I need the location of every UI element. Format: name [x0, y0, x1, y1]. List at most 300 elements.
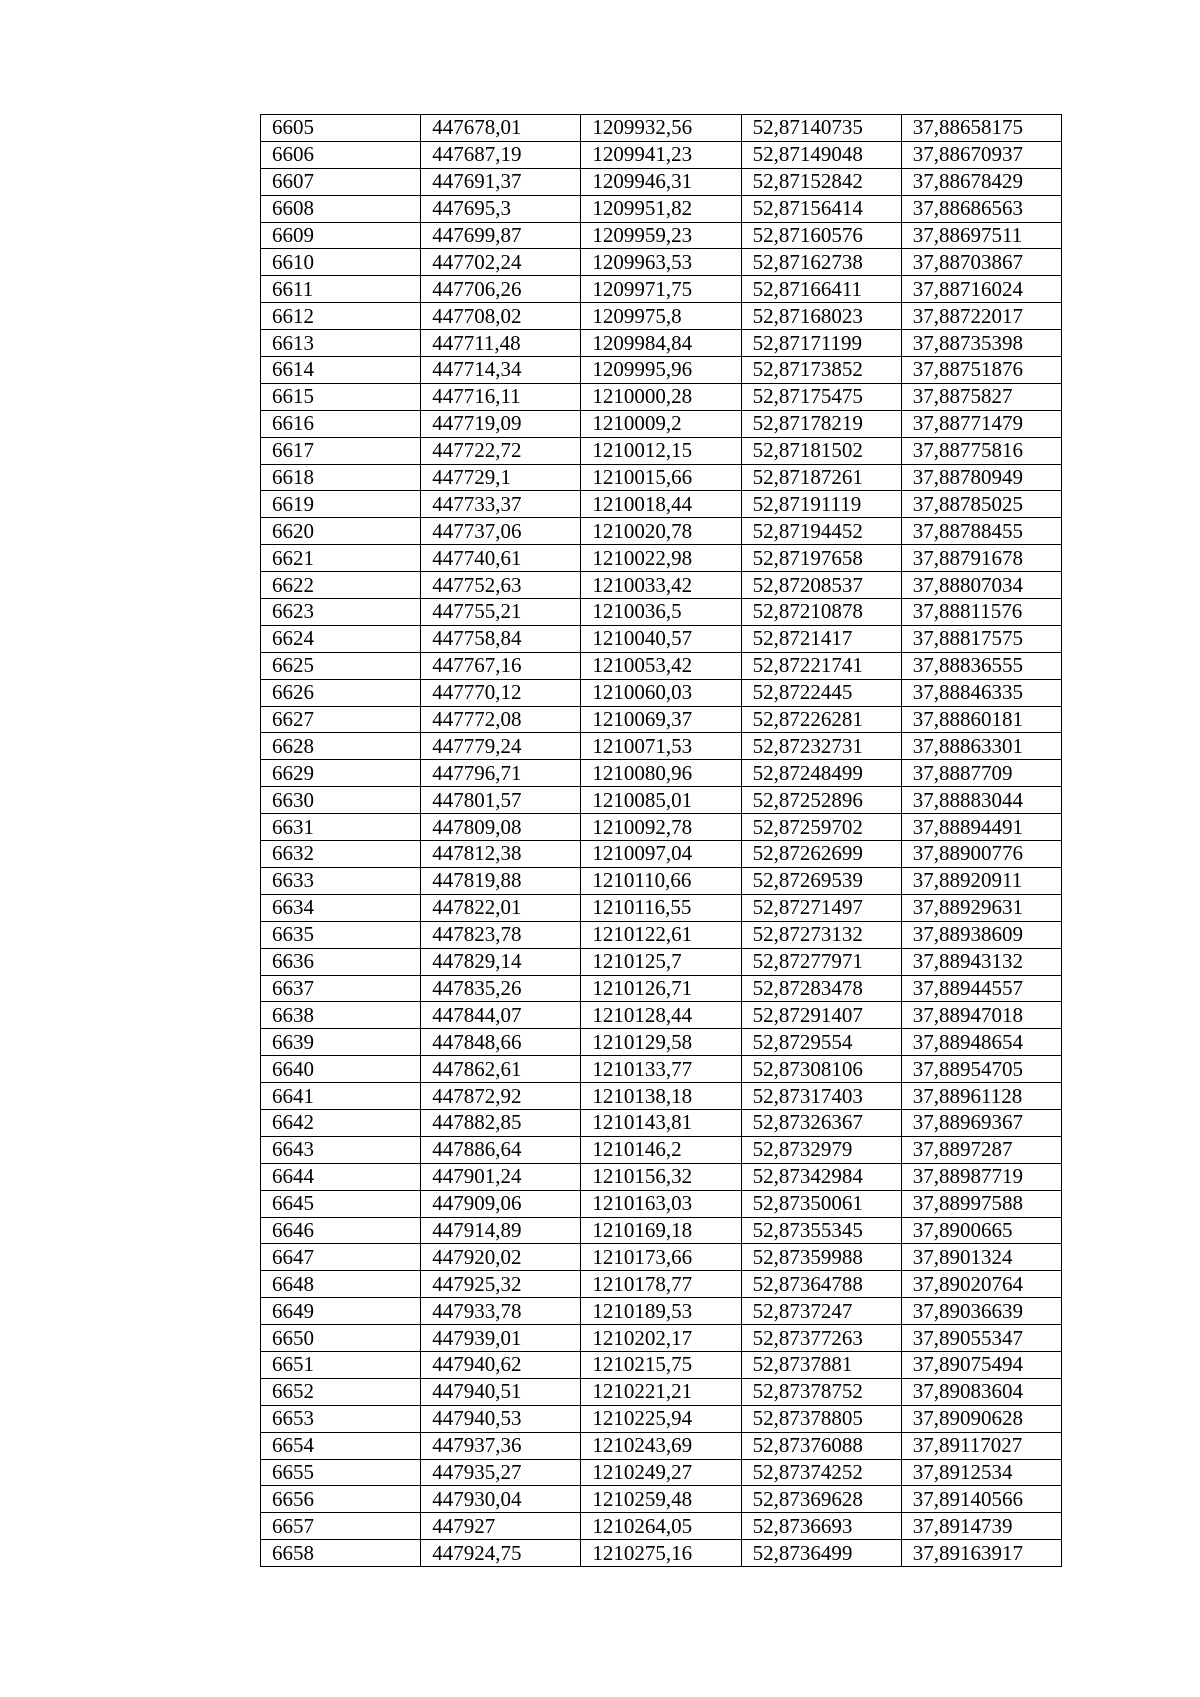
- latitude-cell: 52,87191119: [741, 491, 901, 518]
- latitude-cell: 52,87162738: [741, 249, 901, 276]
- point-number-cell: 6607: [261, 168, 421, 195]
- longitude-cell: 37,89163917: [901, 1540, 1061, 1567]
- x-coordinate-cell: 447733,37: [421, 491, 581, 518]
- table-row: [261, 491, 1062, 518]
- longitude-cell: 37,88788455: [901, 518, 1061, 545]
- x-coordinate-cell: 447708,02: [421, 303, 581, 330]
- table-row: [261, 1459, 1062, 1486]
- table-row: [261, 1540, 1062, 1567]
- point-number-cell: 6640: [261, 1056, 421, 1083]
- x-coordinate-cell: 447740,61: [421, 545, 581, 572]
- longitude-cell: 37,88860181: [901, 706, 1061, 733]
- point-number-cell: 6619: [261, 491, 421, 518]
- latitude-cell: 52,87262699: [741, 841, 901, 868]
- y-coordinate-cell: 1210275,16: [581, 1540, 741, 1567]
- coordinates-table: [260, 114, 1062, 1567]
- table-row: [261, 921, 1062, 948]
- latitude-cell: 52,87197658: [741, 545, 901, 572]
- y-coordinate-cell: 1210169,18: [581, 1217, 741, 1244]
- y-coordinate-cell: 1210036,5: [581, 599, 741, 626]
- x-coordinate-cell: 447823,78: [421, 921, 581, 948]
- x-coordinate-cell: 447716,11: [421, 383, 581, 410]
- x-coordinate-cell: 447920,02: [421, 1244, 581, 1271]
- x-coordinate-cell: 447702,24: [421, 249, 581, 276]
- table-row: [261, 1109, 1062, 1136]
- latitude-cell: 52,87259702: [741, 814, 901, 841]
- point-number-cell: 6617: [261, 437, 421, 464]
- x-coordinate-cell: 447779,24: [421, 733, 581, 760]
- x-coordinate-cell: 447801,57: [421, 787, 581, 814]
- point-number-cell: 6605: [261, 115, 421, 142]
- longitude-cell: 37,88771479: [901, 410, 1061, 437]
- x-coordinate-cell: 447844,07: [421, 1002, 581, 1029]
- y-coordinate-cell: 1210071,53: [581, 733, 741, 760]
- y-coordinate-cell: 1210122,61: [581, 921, 741, 948]
- point-number-cell: 6646: [261, 1217, 421, 1244]
- y-coordinate-cell: 1210092,78: [581, 814, 741, 841]
- longitude-cell: 37,88807034: [901, 572, 1061, 599]
- y-coordinate-cell: 1210129,58: [581, 1029, 741, 1056]
- latitude-cell: 52,87350061: [741, 1190, 901, 1217]
- y-coordinate-cell: 1209959,23: [581, 222, 741, 249]
- x-coordinate-cell: 447691,37: [421, 168, 581, 195]
- longitude-cell: 37,89140566: [901, 1486, 1061, 1513]
- point-number-cell: 6642: [261, 1109, 421, 1136]
- y-coordinate-cell: 1210009,2: [581, 410, 741, 437]
- y-coordinate-cell: 1209984,84: [581, 330, 741, 357]
- table-row: [261, 410, 1062, 437]
- y-coordinate-cell: 1210080,96: [581, 760, 741, 787]
- latitude-cell: 52,87326367: [741, 1109, 901, 1136]
- table-row: [261, 1486, 1062, 1513]
- longitude-cell: 37,88920911: [901, 867, 1061, 894]
- longitude-cell: 37,88678429: [901, 168, 1061, 195]
- longitude-cell: 37,89020764: [901, 1271, 1061, 1298]
- latitude-cell: 52,87374252: [741, 1459, 901, 1486]
- table-row: [261, 383, 1062, 410]
- x-coordinate-cell: 447829,14: [421, 948, 581, 975]
- x-coordinate-cell: 447809,08: [421, 814, 581, 841]
- point-number-cell: 6629: [261, 760, 421, 787]
- x-coordinate-cell: 447935,27: [421, 1459, 581, 1486]
- x-coordinate-cell: 447872,92: [421, 1083, 581, 1110]
- table-row: [261, 867, 1062, 894]
- point-number-cell: 6620: [261, 518, 421, 545]
- y-coordinate-cell: 1210097,04: [581, 841, 741, 868]
- latitude-cell: 52,87149048: [741, 141, 901, 168]
- latitude-cell: 52,87369628: [741, 1486, 901, 1513]
- longitude-cell: 37,88954705: [901, 1056, 1061, 1083]
- table-row: [261, 1405, 1062, 1432]
- x-coordinate-cell: 447848,66: [421, 1029, 581, 1056]
- latitude-cell: 52,87377263: [741, 1325, 901, 1352]
- x-coordinate-cell: 447722,72: [421, 437, 581, 464]
- y-coordinate-cell: 1210110,66: [581, 867, 741, 894]
- y-coordinate-cell: 1210015,66: [581, 464, 741, 491]
- point-number-cell: 6653: [261, 1405, 421, 1432]
- point-number-cell: 6613: [261, 330, 421, 357]
- table-row: [261, 894, 1062, 921]
- x-coordinate-cell: 447772,08: [421, 706, 581, 733]
- y-coordinate-cell: 1209995,96: [581, 357, 741, 384]
- table-row: [261, 1432, 1062, 1459]
- latitude-cell: 52,87173852: [741, 357, 901, 384]
- longitude-cell: 37,88722017: [901, 303, 1061, 330]
- table-row: [261, 599, 1062, 626]
- longitude-cell: 37,89090628: [901, 1405, 1061, 1432]
- point-number-cell: 6611: [261, 276, 421, 303]
- y-coordinate-cell: 1209941,23: [581, 141, 741, 168]
- table-row: [261, 141, 1062, 168]
- longitude-cell: 37,89055347: [901, 1325, 1061, 1352]
- y-coordinate-cell: 1210018,44: [581, 491, 741, 518]
- point-number-cell: 6639: [261, 1029, 421, 1056]
- longitude-cell: 37,88929631: [901, 894, 1061, 921]
- latitude-cell: 52,8729554: [741, 1029, 901, 1056]
- latitude-cell: 52,87226281: [741, 706, 901, 733]
- longitude-cell: 37,88697511: [901, 222, 1061, 249]
- table-row: [261, 545, 1062, 572]
- table-row: [261, 437, 1062, 464]
- y-coordinate-cell: 1210126,71: [581, 975, 741, 1002]
- y-coordinate-cell: 1210085,01: [581, 787, 741, 814]
- longitude-cell: 37,88863301: [901, 733, 1061, 760]
- longitude-cell: 37,88791678: [901, 545, 1061, 572]
- longitude-cell: 37,88938609: [901, 921, 1061, 948]
- point-number-cell: 6634: [261, 894, 421, 921]
- point-number-cell: 6614: [261, 357, 421, 384]
- latitude-cell: 52,8722445: [741, 679, 901, 706]
- longitude-cell: 37,88900776: [901, 841, 1061, 868]
- x-coordinate-cell: 447699,87: [421, 222, 581, 249]
- table-row: [261, 1378, 1062, 1405]
- latitude-cell: 52,87232731: [741, 733, 901, 760]
- y-coordinate-cell: 1209951,82: [581, 195, 741, 222]
- x-coordinate-cell: 447752,63: [421, 572, 581, 599]
- table-row: [261, 1298, 1062, 1325]
- table-row: [261, 1136, 1062, 1163]
- latitude-cell: 52,87364788: [741, 1271, 901, 1298]
- table-row: [261, 464, 1062, 491]
- x-coordinate-cell: 447909,06: [421, 1190, 581, 1217]
- table-row: [261, 760, 1062, 787]
- y-coordinate-cell: 1210146,2: [581, 1136, 741, 1163]
- point-number-cell: 6616: [261, 410, 421, 437]
- latitude-cell: 52,87291407: [741, 1002, 901, 1029]
- longitude-cell: 37,8912534: [901, 1459, 1061, 1486]
- longitude-cell: 37,88817575: [901, 625, 1061, 652]
- point-number-cell: 6622: [261, 572, 421, 599]
- latitude-cell: 52,87317403: [741, 1083, 901, 1110]
- table-row: [261, 1163, 1062, 1190]
- point-number-cell: 6609: [261, 222, 421, 249]
- latitude-cell: 52,8732979: [741, 1136, 901, 1163]
- longitude-cell: 37,89083604: [901, 1378, 1061, 1405]
- table-row: [261, 787, 1062, 814]
- x-coordinate-cell: 447711,48: [421, 330, 581, 357]
- table-row: [261, 115, 1062, 142]
- latitude-cell: 52,8736499: [741, 1540, 901, 1567]
- x-coordinate-cell: 447862,61: [421, 1056, 581, 1083]
- point-number-cell: 6633: [261, 867, 421, 894]
- x-coordinate-cell: 447706,26: [421, 276, 581, 303]
- latitude-cell: 52,87140735: [741, 115, 901, 142]
- x-coordinate-cell: 447737,06: [421, 518, 581, 545]
- latitude-cell: 52,87221741: [741, 652, 901, 679]
- point-number-cell: 6625: [261, 652, 421, 679]
- table-row: [261, 1351, 1062, 1378]
- x-coordinate-cell: 447770,12: [421, 679, 581, 706]
- y-coordinate-cell: 1209975,8: [581, 303, 741, 330]
- point-number-cell: 6652: [261, 1378, 421, 1405]
- point-number-cell: 6650: [261, 1325, 421, 1352]
- point-number-cell: 6635: [261, 921, 421, 948]
- point-number-cell: 6612: [261, 303, 421, 330]
- x-coordinate-cell: 447695,3: [421, 195, 581, 222]
- table-row: [261, 222, 1062, 249]
- latitude-cell: 52,87376088: [741, 1432, 901, 1459]
- table-row: [261, 841, 1062, 868]
- point-number-cell: 6648: [261, 1271, 421, 1298]
- latitude-cell: 52,8737247: [741, 1298, 901, 1325]
- table-row: [261, 652, 1062, 679]
- longitude-cell: 37,88948654: [901, 1029, 1061, 1056]
- y-coordinate-cell: 1210156,32: [581, 1163, 741, 1190]
- y-coordinate-cell: 1210202,17: [581, 1325, 741, 1352]
- longitude-cell: 37,8875827: [901, 383, 1061, 410]
- point-number-cell: 6649: [261, 1298, 421, 1325]
- x-coordinate-cell: 447758,84: [421, 625, 581, 652]
- longitude-cell: 37,8887709: [901, 760, 1061, 787]
- table-row: [261, 1056, 1062, 1083]
- point-number-cell: 6608: [261, 195, 421, 222]
- longitude-cell: 37,88944557: [901, 975, 1061, 1002]
- longitude-cell: 37,88997588: [901, 1190, 1061, 1217]
- latitude-cell: 52,8736693: [741, 1513, 901, 1540]
- table-row: [261, 975, 1062, 1002]
- x-coordinate-cell: 447835,26: [421, 975, 581, 1002]
- x-coordinate-cell: 447940,51: [421, 1378, 581, 1405]
- table-row: [261, 733, 1062, 760]
- latitude-cell: 52,87210878: [741, 599, 901, 626]
- longitude-cell: 37,88947018: [901, 1002, 1061, 1029]
- x-coordinate-cell: 447822,01: [421, 894, 581, 921]
- table-row: [261, 168, 1062, 195]
- y-coordinate-cell: 1210069,37: [581, 706, 741, 733]
- x-coordinate-cell: 447901,24: [421, 1163, 581, 1190]
- table-row: [261, 1513, 1062, 1540]
- point-number-cell: 6627: [261, 706, 421, 733]
- x-coordinate-cell: 447940,62: [421, 1351, 581, 1378]
- latitude-cell: 52,87359988: [741, 1244, 901, 1271]
- point-number-cell: 6641: [261, 1083, 421, 1110]
- longitude-cell: 37,88686563: [901, 195, 1061, 222]
- latitude-cell: 52,87277971: [741, 948, 901, 975]
- longitude-cell: 37,88716024: [901, 276, 1061, 303]
- latitude-cell: 52,87156414: [741, 195, 901, 222]
- y-coordinate-cell: 1210022,98: [581, 545, 741, 572]
- y-coordinate-cell: 1210138,18: [581, 1083, 741, 1110]
- latitude-cell: 52,87271497: [741, 894, 901, 921]
- longitude-cell: 37,88846335: [901, 679, 1061, 706]
- table-row: [261, 948, 1062, 975]
- y-coordinate-cell: 1210178,77: [581, 1271, 741, 1298]
- y-coordinate-cell: 1209932,56: [581, 115, 741, 142]
- x-coordinate-cell: 447937,36: [421, 1432, 581, 1459]
- latitude-cell: 52,8721417: [741, 625, 901, 652]
- point-number-cell: 6626: [261, 679, 421, 706]
- longitude-cell: 37,8897287: [901, 1136, 1061, 1163]
- point-number-cell: 6657: [261, 1513, 421, 1540]
- x-coordinate-cell: 447930,04: [421, 1486, 581, 1513]
- latitude-cell: 52,87166411: [741, 276, 901, 303]
- coordinates-table-body: [261, 115, 1062, 1567]
- x-coordinate-cell: 447939,01: [421, 1325, 581, 1352]
- point-number-cell: 6610: [261, 249, 421, 276]
- y-coordinate-cell: 1210163,03: [581, 1190, 741, 1217]
- longitude-cell: 37,88811576: [901, 599, 1061, 626]
- y-coordinate-cell: 1210173,66: [581, 1244, 741, 1271]
- table-row: [261, 1190, 1062, 1217]
- y-coordinate-cell: 1210033,42: [581, 572, 741, 599]
- longitude-cell: 37,88703867: [901, 249, 1061, 276]
- point-number-cell: 6647: [261, 1244, 421, 1271]
- longitude-cell: 37,88943132: [901, 948, 1061, 975]
- y-coordinate-cell: 1210264,05: [581, 1513, 741, 1540]
- latitude-cell: 52,87194452: [741, 518, 901, 545]
- latitude-cell: 52,87208537: [741, 572, 901, 599]
- table-row: [261, 249, 1062, 276]
- latitude-cell: 52,87342984: [741, 1163, 901, 1190]
- y-coordinate-cell: 1210053,42: [581, 652, 741, 679]
- table-row: [261, 572, 1062, 599]
- table-row: [261, 679, 1062, 706]
- point-number-cell: 6628: [261, 733, 421, 760]
- y-coordinate-cell: 1210116,55: [581, 894, 741, 921]
- y-coordinate-cell: 1210189,53: [581, 1298, 741, 1325]
- point-number-cell: 6638: [261, 1002, 421, 1029]
- x-coordinate-cell: 447924,75: [421, 1540, 581, 1567]
- latitude-cell: 52,87175475: [741, 383, 901, 410]
- table-row: [261, 625, 1062, 652]
- x-coordinate-cell: 447819,88: [421, 867, 581, 894]
- y-coordinate-cell: 1210040,57: [581, 625, 741, 652]
- latitude-cell: 52,87168023: [741, 303, 901, 330]
- y-coordinate-cell: 1210221,21: [581, 1378, 741, 1405]
- x-coordinate-cell: 447729,1: [421, 464, 581, 491]
- table-row: [261, 1083, 1062, 1110]
- latitude-cell: 52,87160576: [741, 222, 901, 249]
- y-coordinate-cell: 1210012,15: [581, 437, 741, 464]
- x-coordinate-cell: 447796,71: [421, 760, 581, 787]
- table-row: [261, 1271, 1062, 1298]
- x-coordinate-cell: 447812,38: [421, 841, 581, 868]
- latitude-cell: 52,87178219: [741, 410, 901, 437]
- point-number-cell: 6651: [261, 1351, 421, 1378]
- y-coordinate-cell: 1210225,94: [581, 1405, 741, 1432]
- point-number-cell: 6631: [261, 814, 421, 841]
- x-coordinate-cell: 447927: [421, 1513, 581, 1540]
- longitude-cell: 37,89117027: [901, 1432, 1061, 1459]
- point-number-cell: 6630: [261, 787, 421, 814]
- point-number-cell: 6618: [261, 464, 421, 491]
- longitude-cell: 37,89075494: [901, 1351, 1061, 1378]
- latitude-cell: 52,87378752: [741, 1378, 901, 1405]
- point-number-cell: 6624: [261, 625, 421, 652]
- longitude-cell: 37,88969367: [901, 1109, 1061, 1136]
- longitude-cell: 37,88780949: [901, 464, 1061, 491]
- y-coordinate-cell: 1209963,53: [581, 249, 741, 276]
- y-coordinate-cell: 1210243,69: [581, 1432, 741, 1459]
- x-coordinate-cell: 447767,16: [421, 652, 581, 679]
- y-coordinate-cell: 1210128,44: [581, 1002, 741, 1029]
- longitude-cell: 37,89036639: [901, 1298, 1061, 1325]
- longitude-cell: 37,88658175: [901, 115, 1061, 142]
- latitude-cell: 52,87308106: [741, 1056, 901, 1083]
- longitude-cell: 37,88836555: [901, 652, 1061, 679]
- longitude-cell: 37,88751876: [901, 357, 1061, 384]
- x-coordinate-cell: 447940,53: [421, 1405, 581, 1432]
- longitude-cell: 37,88987719: [901, 1163, 1061, 1190]
- table-row: [261, 1325, 1062, 1352]
- longitude-cell: 37,8914739: [901, 1513, 1061, 1540]
- latitude-cell: 52,87252896: [741, 787, 901, 814]
- latitude-cell: 52,87181502: [741, 437, 901, 464]
- y-coordinate-cell: 1210125,7: [581, 948, 741, 975]
- table-row: [261, 357, 1062, 384]
- point-number-cell: 6655: [261, 1459, 421, 1486]
- longitude-cell: 37,88883044: [901, 787, 1061, 814]
- x-coordinate-cell: 447678,01: [421, 115, 581, 142]
- table-row: [261, 518, 1062, 545]
- y-coordinate-cell: 1210060,03: [581, 679, 741, 706]
- x-coordinate-cell: 447886,64: [421, 1136, 581, 1163]
- x-coordinate-cell: 447882,85: [421, 1109, 581, 1136]
- table-row: [261, 1002, 1062, 1029]
- longitude-cell: 37,8900665: [901, 1217, 1061, 1244]
- longitude-cell: 37,88735398: [901, 330, 1061, 357]
- latitude-cell: 52,87171199: [741, 330, 901, 357]
- latitude-cell: 52,87269539: [741, 867, 901, 894]
- y-coordinate-cell: 1209946,31: [581, 168, 741, 195]
- table-row: [261, 195, 1062, 222]
- table-row: [261, 1217, 1062, 1244]
- point-number-cell: 6606: [261, 141, 421, 168]
- table-row: [261, 1029, 1062, 1056]
- table-row: [261, 706, 1062, 733]
- latitude-cell: 52,87355345: [741, 1217, 901, 1244]
- latitude-cell: 52,8737881: [741, 1351, 901, 1378]
- longitude-cell: 37,88785025: [901, 491, 1061, 518]
- point-number-cell: 6645: [261, 1190, 421, 1217]
- point-number-cell: 6637: [261, 975, 421, 1002]
- point-number-cell: 6615: [261, 383, 421, 410]
- table-row: [261, 276, 1062, 303]
- latitude-cell: 52,87248499: [741, 760, 901, 787]
- longitude-cell: 37,88670937: [901, 141, 1061, 168]
- x-coordinate-cell: 447719,09: [421, 410, 581, 437]
- x-coordinate-cell: 447755,21: [421, 599, 581, 626]
- x-coordinate-cell: 447714,34: [421, 357, 581, 384]
- point-number-cell: 6656: [261, 1486, 421, 1513]
- longitude-cell: 37,88894491: [901, 814, 1061, 841]
- y-coordinate-cell: 1210259,48: [581, 1486, 741, 1513]
- table-row: [261, 1244, 1062, 1271]
- y-coordinate-cell: 1210249,27: [581, 1459, 741, 1486]
- longitude-cell: 37,88961128: [901, 1083, 1061, 1110]
- x-coordinate-cell: 447914,89: [421, 1217, 581, 1244]
- point-number-cell: 6654: [261, 1432, 421, 1459]
